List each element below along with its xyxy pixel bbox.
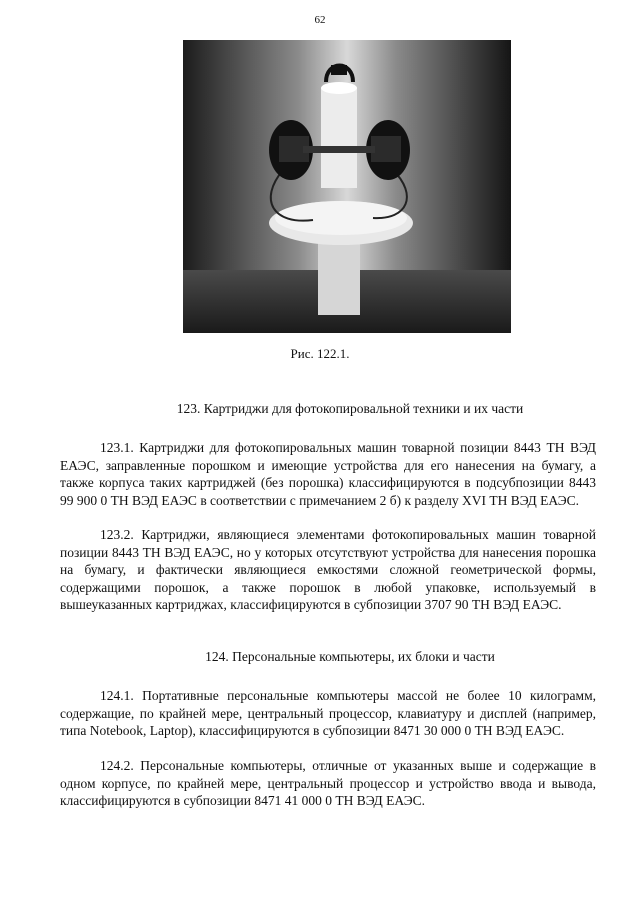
paragraph-124-1: 124.1. Портативные персональные компьютеры массой не более 10 килограмм, содержащие, по крайней мере, центральный процессор, клавиатуру и дисплей (например, типа Notebook, Laptop), классифицируются в субпозиции 8471 30 000 0 ТН ВЭД ЕАЭС. [60, 688, 596, 739]
figure-caption: Рис. 122.1. [290, 346, 350, 361]
paragraph-123-2: 123.2. Картриджи, являющиеся элементами фотокопировальных машин товарной позиции 8443 ТН ВЭД ЕАЭС, но у которых отсутствуют устройства для нанесения порошка на бумагу, и фактически являющиеся емкостями сложной геометрической формы, содержащими порошок, а также порошок в любой упаковке, используемый в вышеуказанных картриджах, классифицируются в субпозиции 3707 90 ТН ВЭД ЕАЭС. [60, 527, 596, 613]
page-number: 62 [314, 14, 326, 26]
paragraph-123-1: 123.1. Картриджи для фотокопировальных машин товарной позиции 8443 ТН ВЭД ЕАЭС, заправленные порошком и имеющие устройства для его нанесения на бумагу, а также корпуса таких картриджей (без порошка) классифицируются в подсубпозиции 8443 99 900 0 ТН ВЭД ЕАЭС в соответствии с примечанием 2 б) к разделу XVI ТН ВЭД ЕАЭС. [60, 440, 596, 508]
paragraph-124-2: 124.2. Персональные компьютеры, отличные от указанных выше и содержащие в одном корпусе, по крайней мере, центральный процессор и устройство ввода и вывода, классифицируются в субпозиции 8471 41 000 0 ТН ВЭД ЕАЭС. [60, 758, 596, 809]
section-heading-123: 123. Картриджи для фотокопировальной техники и их части [176, 401, 524, 416]
figure-photo [183, 40, 511, 333]
section-heading-124: 124. Персональные компьютеры, их блоки и части [205, 649, 495, 664]
